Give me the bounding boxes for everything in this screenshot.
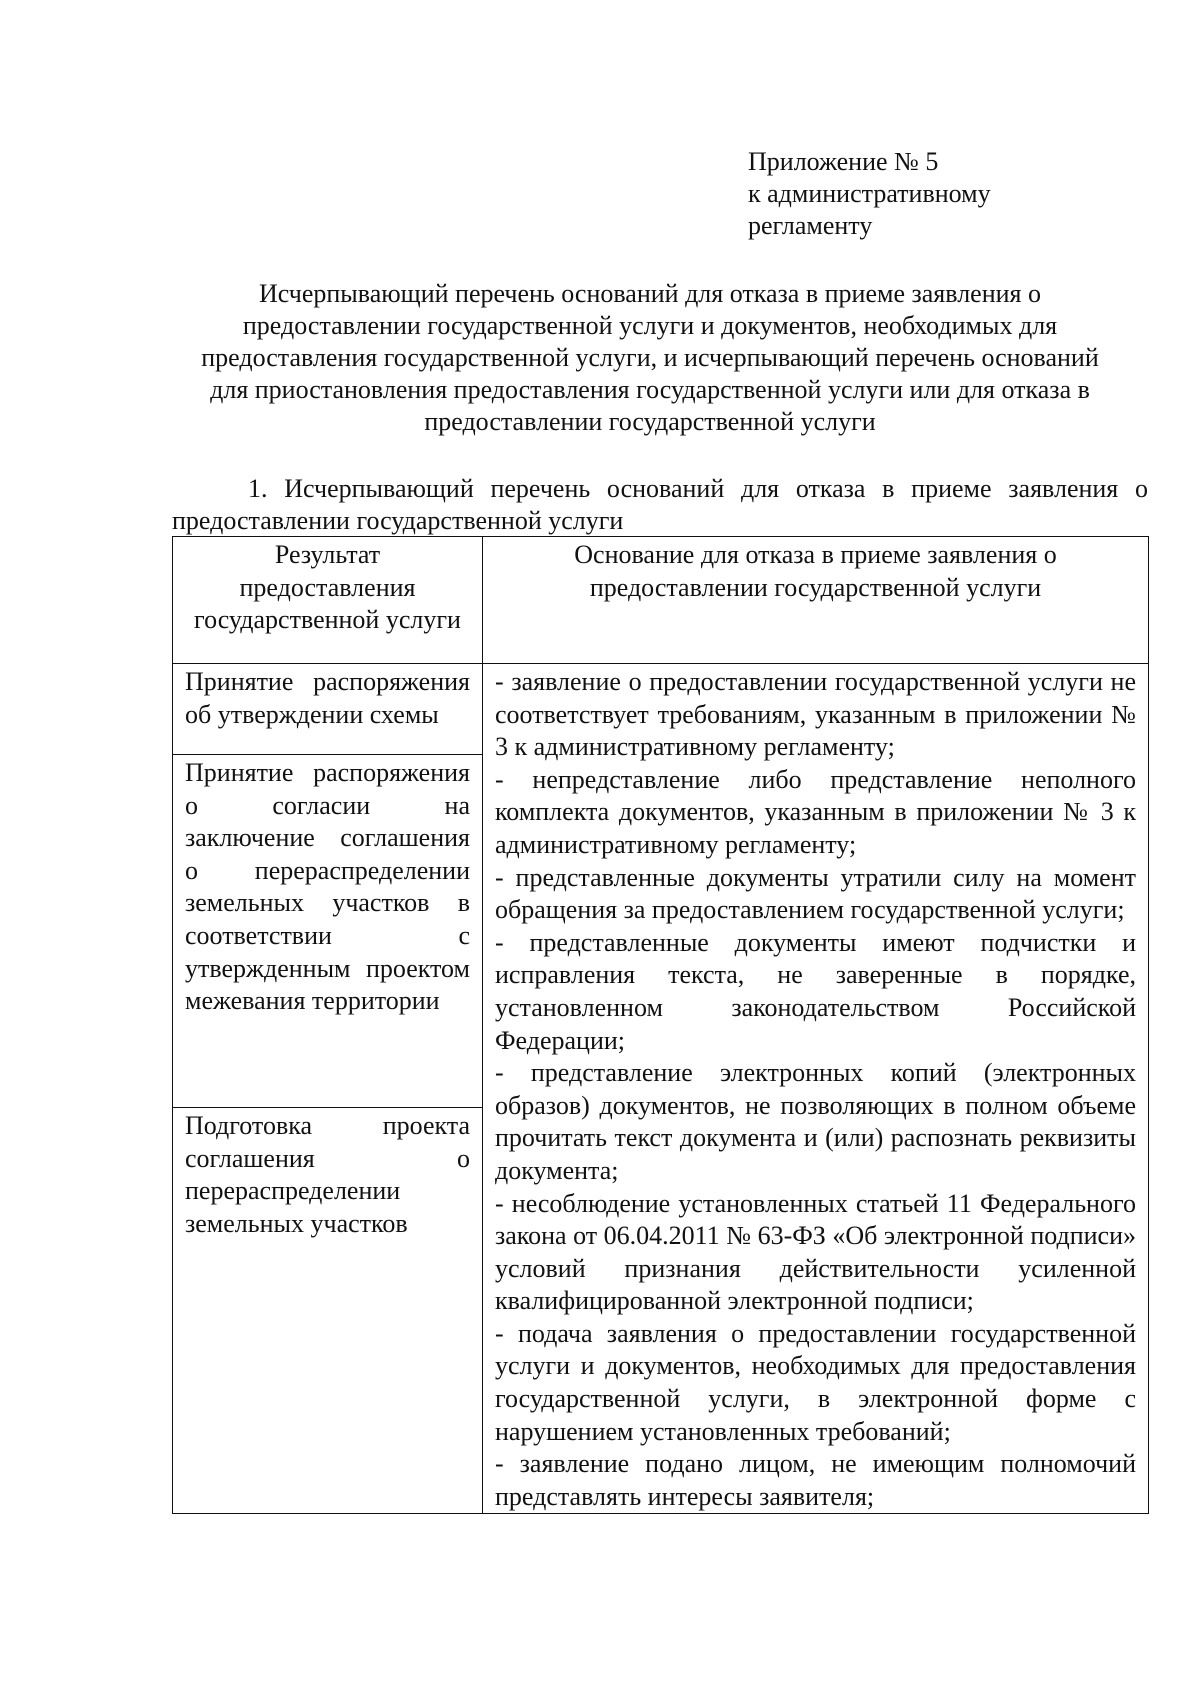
table-header-row: [173, 537, 1149, 664]
header-reason: Основание для отказа в приеме заявления о предоставлении государственной услуги: [483, 537, 1149, 664]
reason-item: - заявление подано лицом, не имеющим полномочий представлять интересы заявителя;: [495, 1449, 1136, 1511]
reason-item: - непредставление либо представление неполного комплекта документов, указанным в приложении № 3 к административному регламенту;: [495, 764, 1136, 859]
section-heading: 1. Исчерпывающий перечень оснований для отказа в приеме заявления о предоставлении государственной услуги: [172, 474, 1148, 535]
reason-item: - представленные документы утратили силу на момент обращения за предоставлением государственной услуги;: [495, 862, 1136, 925]
header-result: Результат предоставления государственной услуги: [173, 537, 483, 664]
result-cell: Подготовка проекта соглашения о перераспределении земельных участков: [173, 1108, 483, 1514]
reason-item: - несоблюдение установленных статьей 11 Федерального закона от 06.04.2011 № 63-ФЗ «Об электронной подписи» условий признания действительности усиленной квалифицированной электронной подписи;: [495, 1188, 1136, 1316]
reasons-cell: [483, 664, 1149, 1514]
result-cell: Принятие распоряжения о согласии на заключение соглашения о перераспределении земельных участков в соответствии с утвержденным проектом межевания территории: [173, 755, 483, 1108]
appendix-reference: к административному: [748, 179, 991, 208]
reason-item: - заявление о предоставлении государственной услуги не соответствует требованиям, указанным в приложении № 3 к административному регламенту;: [495, 667, 1136, 762]
appendix-number: Приложение № 5: [748, 147, 939, 176]
reason-item: - подача заявления о предоставлении государственной услуги и документов, необходимых для предоставления государственной услуги, в электронной форме с нарушением установленных требований;: [495, 1318, 1136, 1446]
grounds-table: [172, 536, 1149, 1514]
result-cell: Принятие распоряжения об утверждении схемы: [173, 664, 483, 755]
table-row: [173, 664, 1149, 755]
reason-item: - представленные документы имеют подчистки и исправления текста, не заверенные в порядке, установленном законодательством Российской Федерации;: [495, 927, 1136, 1055]
appendix-reference-end: регламенту: [748, 211, 873, 240]
reason-item: - представление электронных копий (электронных образов) документов, не позволяющих в полном объеме прочитать текст документа и (или) распознать реквизиты документа;: [495, 1058, 1136, 1185]
document-title: Исчерпывающий перечень оснований для отказа в приеме заявления о предоставлении государственной услуги и документов, необходимых для предоставления государственной услуги, и исчерпывающий перечень оснований для приостановления предоставления государственной услуги или для отказа в предоставлении государственной услуги: [201, 279, 1099, 436]
appendix-note: [748, 146, 991, 242]
